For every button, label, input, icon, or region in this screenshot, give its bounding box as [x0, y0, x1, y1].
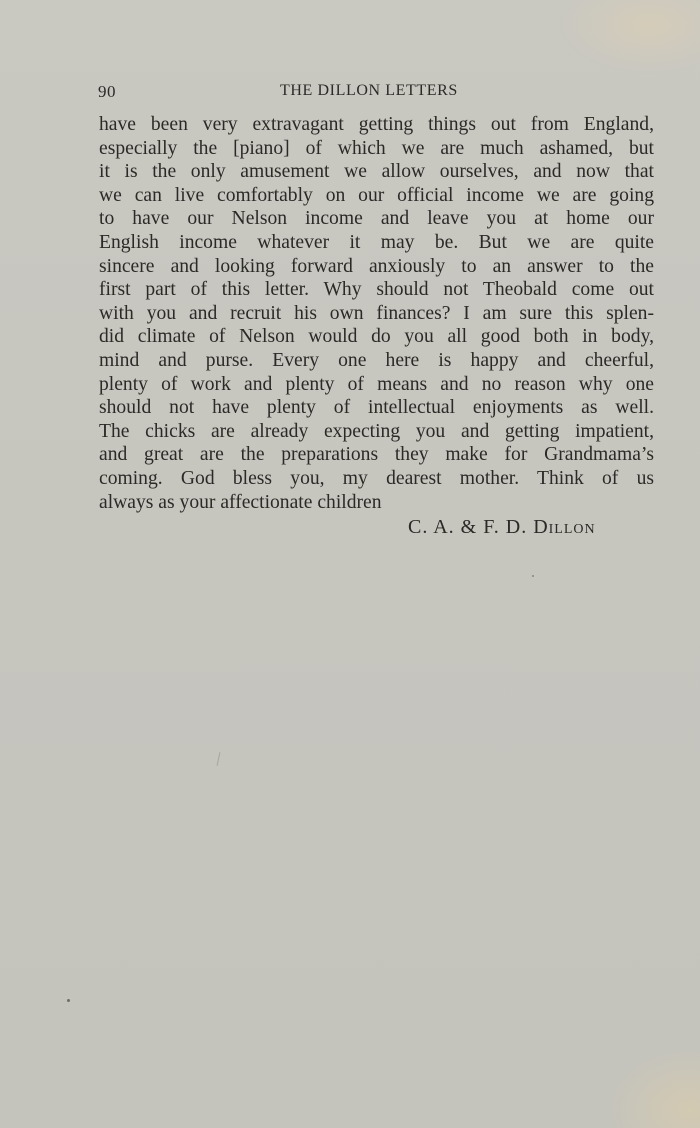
text-line: did climate of Nelson would do you all good both in body,	[99, 326, 654, 348]
text-line: plenty of work and plenty of means and no reason why one	[99, 373, 654, 395]
signature-surname: Dillon	[533, 516, 596, 538]
text-line: and great are the preparations they make for Grandmama’s	[99, 444, 654, 466]
text-line: to have our Nelson income and leave you at home our	[99, 208, 654, 230]
text-line: mind and purse. Every one here is happy and cheerful,	[99, 349, 654, 371]
page-number: 90	[98, 82, 116, 101]
page-header	[98, 80, 638, 104]
paper-speck	[532, 575, 534, 577]
text-line: with you and recruit his own finances? I am sure this splen-	[99, 302, 654, 324]
text-line: coming. God bless you, my dearest mother. Think of us	[99, 467, 654, 489]
text-line: have been very extravagant getting things out from England,	[99, 114, 654, 135]
letter-body	[99, 113, 654, 514]
paper-speck	[67, 999, 70, 1002]
signature	[408, 516, 596, 539]
text-line: always as your affectionate children	[99, 491, 382, 513]
running-head: THE DILLON LETTERS	[280, 82, 458, 99]
text-line: The chicks are already expecting you and getting impatient,	[99, 420, 654, 442]
signature-initials: C. A. & F. D.	[408, 516, 528, 538]
text-line: it is the only amusement we allow ourselves, and now that	[99, 161, 654, 183]
paper-speck	[217, 752, 221, 766]
text-line: we can live comfortably on our official income we are going	[99, 184, 654, 206]
text-line: especially the [piano] of which we are much ashamed, but	[99, 137, 654, 159]
text-line: should not have plenty of intellectual enjoyments as well.	[99, 397, 654, 419]
text-line: sincere and looking forward anxiously to an answer to the	[99, 255, 654, 277]
text-line: first part of this letter. Why should not Theobald come out	[99, 279, 654, 301]
text-line: English income whatever it may be. But we are quite	[99, 231, 654, 253]
